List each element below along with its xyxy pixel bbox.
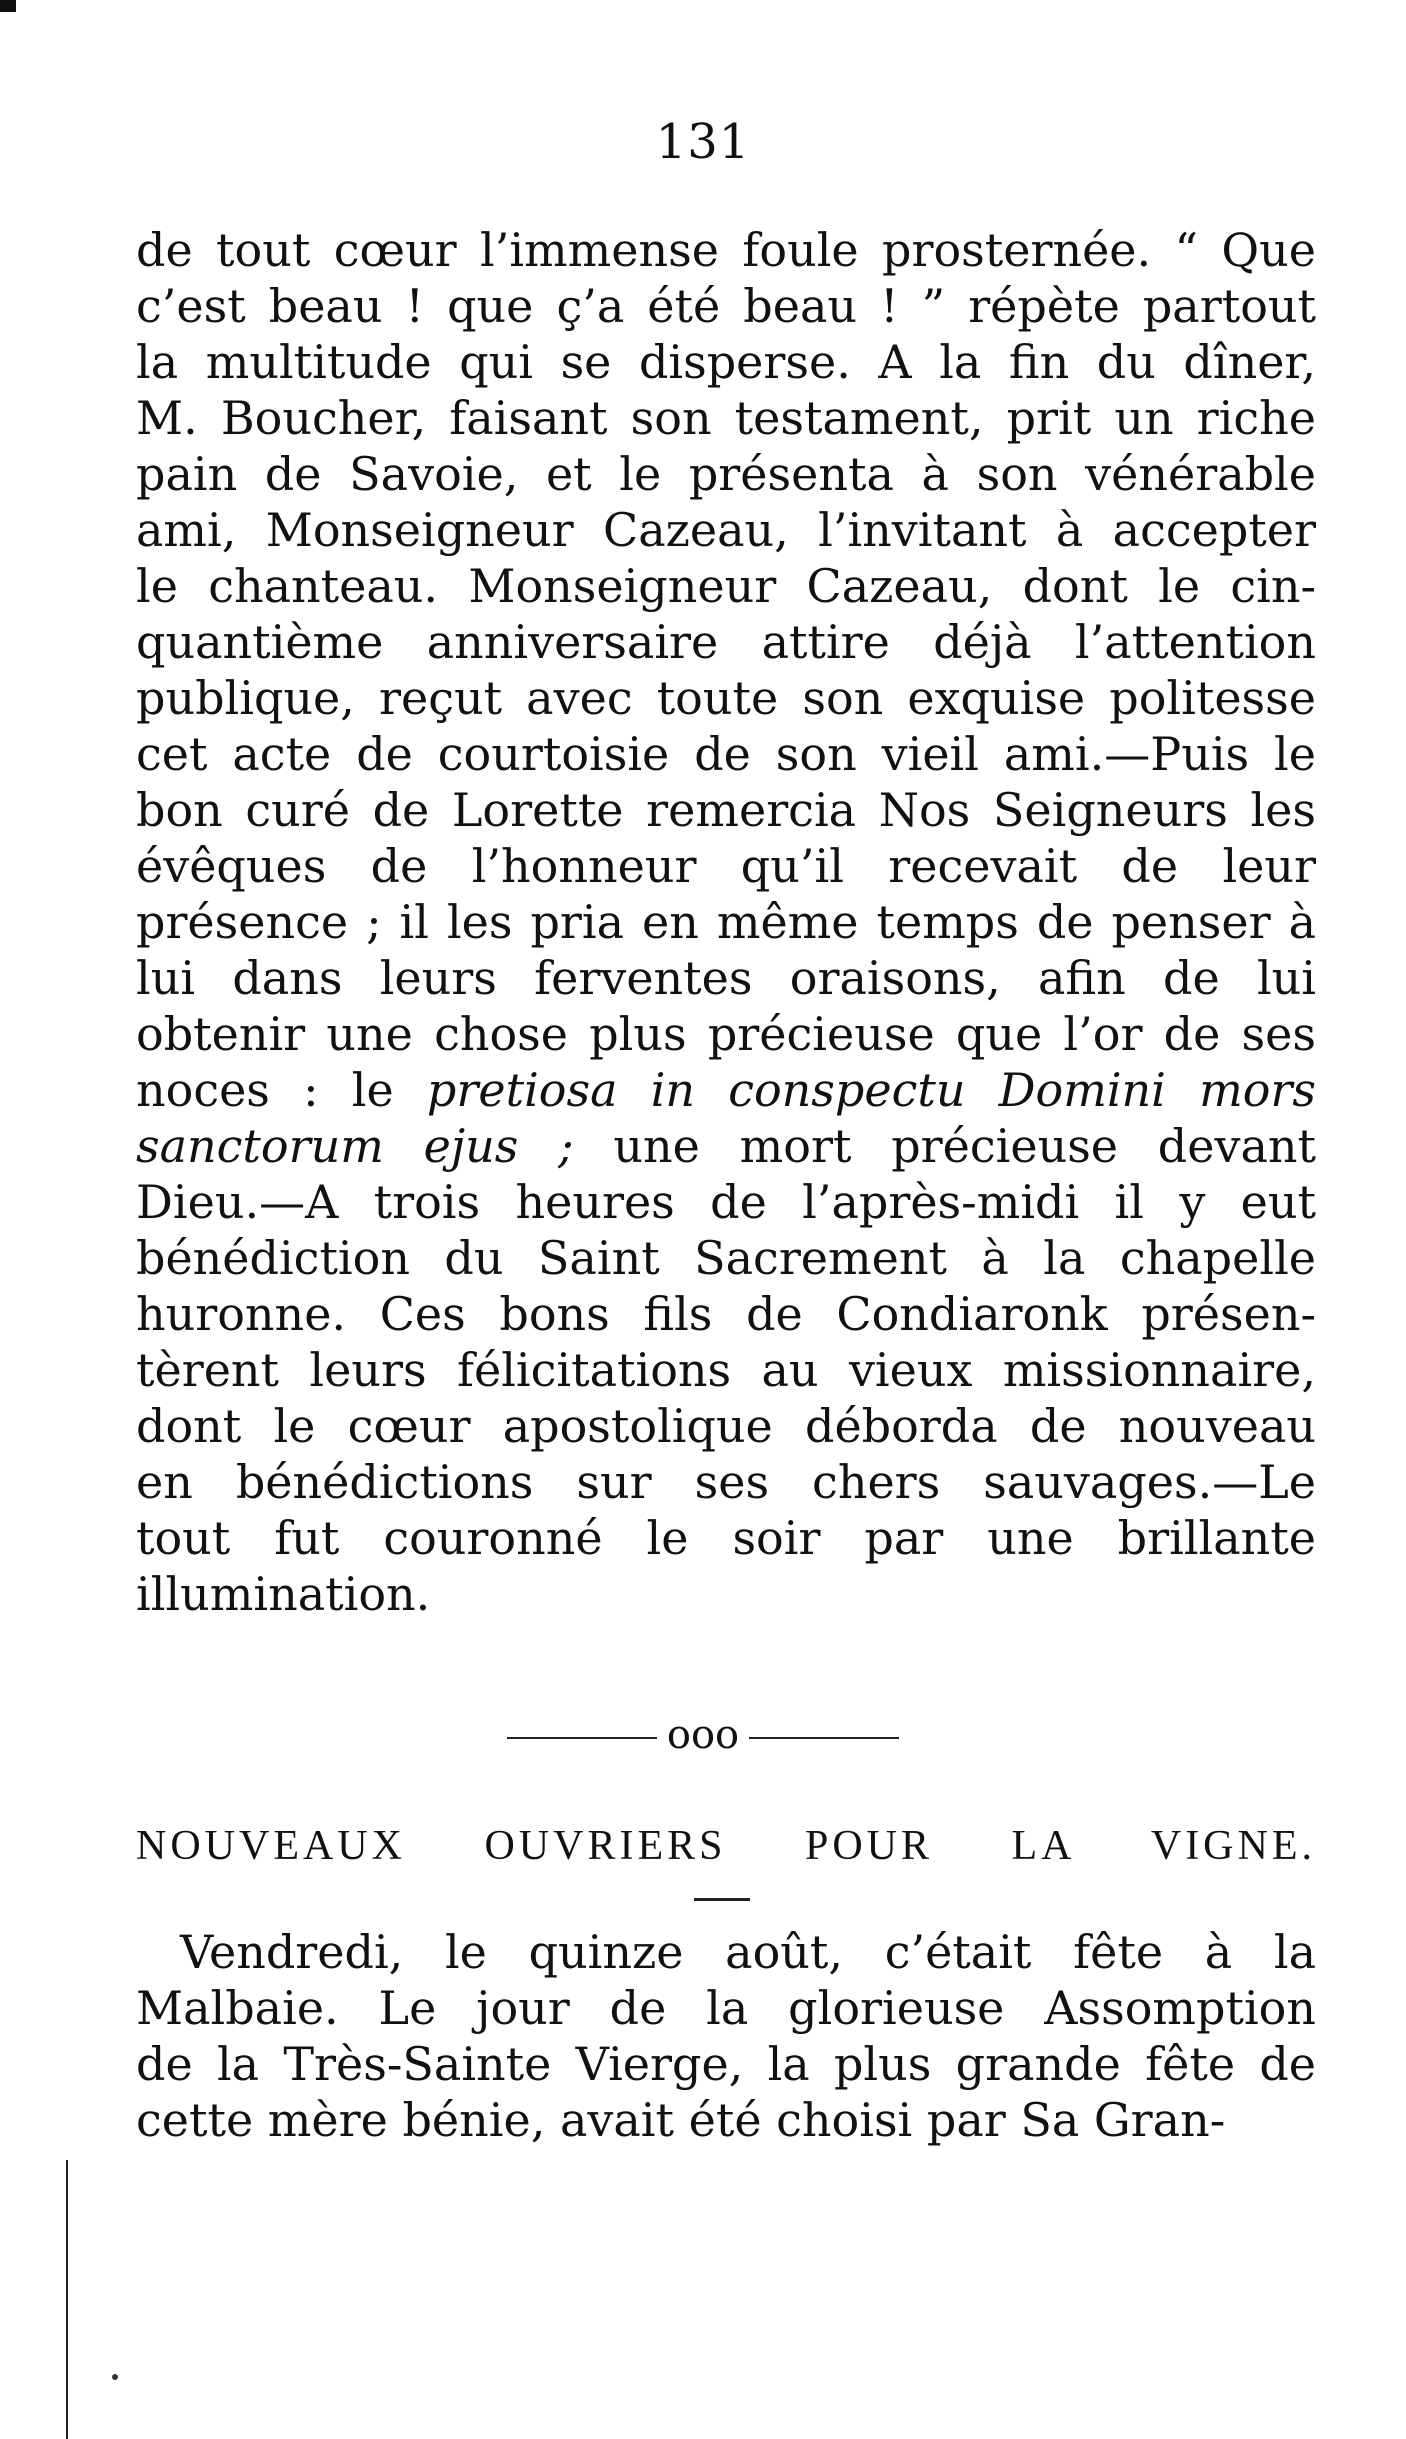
page-number: 131 xyxy=(655,114,751,170)
text-line: Malbaie. Le jour de la glorieuse Assomption xyxy=(136,1981,1316,2035)
text-line: de la Très-Sainte Vierge, la plus grande fête de xyxy=(136,2037,1316,2091)
text-line: obtenir une chose plus précieuse que l’or de ses xyxy=(136,1007,1316,1061)
text-line: évêques de l’honneur qu’il recevait de leur xyxy=(136,839,1316,893)
text-line: illumination. xyxy=(136,1567,431,1621)
text-line: le chanteau. Monseigneur Cazeau, dont le cin- xyxy=(136,559,1316,613)
section-separator xyxy=(0,1710,1406,1760)
latin-quote: pretiosa in conspectu Domini mors xyxy=(426,1063,1316,1117)
scan-speck xyxy=(112,2374,118,2380)
text-line: tèrent leurs félicitations au vieux missionnaire, xyxy=(136,1343,1316,1397)
text-line: cet acte de courtoisie de son vieil ami.—Puis le xyxy=(136,727,1316,781)
text-line: huronne. Ces bons fils de Condiaronk présen- xyxy=(136,1287,1316,1341)
text-line-latin xyxy=(136,1118,1316,1174)
latin-quote-end: sanctorum ejus ; xyxy=(136,1119,574,1173)
text-line: Vendredi, le quinze août, c’était fête à la xyxy=(180,1925,1316,1979)
separator-rule-left xyxy=(507,1737,657,1739)
text-line: bénédiction du Saint Sacrement à la chapelle xyxy=(136,1231,1316,1285)
text-line-latin xyxy=(136,1062,1316,1118)
text-line: lui dans leurs ferventes oraisons, afin de lui xyxy=(136,951,1316,1005)
text-line: bon curé de Lorette remercia Nos Seigneurs les xyxy=(136,783,1316,837)
text-line: pain de Savoie, et le présenta à son vénérable xyxy=(136,447,1316,501)
text-line: de tout cœur l’immense foule prosternée. “ Que xyxy=(136,223,1316,277)
text-line: cette mère bénie, avait été choisi par Sa Gran- xyxy=(136,2093,1226,2147)
paragraph-2 xyxy=(136,1924,1316,2148)
text-line: en bénédictions sur ses chers sauvages.—Le xyxy=(136,1455,1316,1509)
heading-rule xyxy=(694,1898,750,1901)
text-line: c’est beau ! que ç’a été beau ! ” répète partout xyxy=(136,279,1316,333)
latin-prefix: noces : le xyxy=(136,1063,427,1117)
section-heading: NOUVEAUX OUVRIERS POUR LA VIGNE. xyxy=(136,1823,1316,1869)
text-line: quantième anniversaire attire déjà l’attention xyxy=(136,615,1316,669)
separator-ornament: ooo xyxy=(666,1712,740,1758)
text-line: Dieu.—A trois heures de l’après-midi il y eut xyxy=(136,1175,1316,1229)
text-line: publique, reçut avec toute son exquise politesse xyxy=(136,671,1316,725)
text-line: ami, Monseigneur Cazeau, l’invitant à accepter xyxy=(136,503,1316,557)
scan-corner-mark xyxy=(0,0,16,12)
paragraph-1 xyxy=(136,222,1316,1622)
text-line: la multitude qui se disperse. A la fin du dîner, xyxy=(136,335,1316,389)
latin-translation: une mort précieuse devant xyxy=(573,1119,1316,1173)
text-line: M. Boucher, faisant son testament, prit un riche xyxy=(136,391,1316,445)
text-line: présence ; il les pria en même temps de penser à xyxy=(136,895,1316,949)
text-line: tout fut couronné le soir par une brillante xyxy=(136,1511,1316,1565)
separator-rule-right xyxy=(749,1737,899,1739)
text-line: dont le cœur apostolique déborda de nouveau xyxy=(136,1399,1316,1453)
scan-edge-line xyxy=(66,2160,68,2439)
